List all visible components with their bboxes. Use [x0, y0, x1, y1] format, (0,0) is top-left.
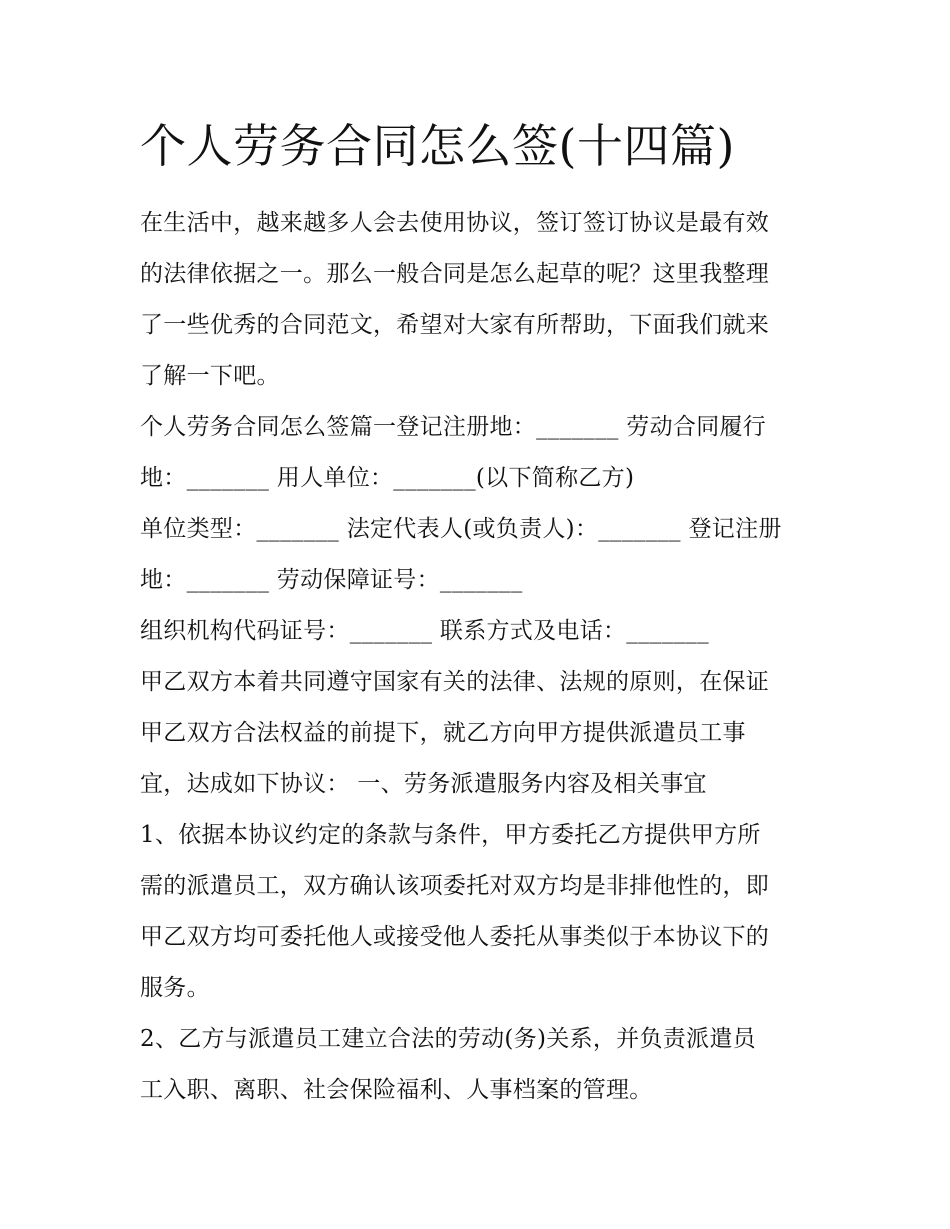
paragraph-line: 服务。: [140, 975, 210, 1001]
paragraph-line: 甲乙双方合法权益的前提下，就乙方向甲方提供派遣员工事: [140, 720, 746, 746]
paragraph-line: 1、依据本协议约定的条款与条件，甲方委托乙方提供甲方所: [140, 822, 761, 848]
paragraph-line: 在生活中，越来越多人会去使用协议，签订签订协议是最有效: [140, 210, 770, 236]
paragraph-line: 2、乙方与派遣员工建立合法的劳动(务)关系，并负责派遣员: [140, 1026, 756, 1052]
paragraph-line: 单位类型：_______ 法定代表人(或负责人)：_______ 登记注册: [140, 516, 782, 542]
paragraph-line: 工入职、离职、社会保险福利、人事档案的管理。: [140, 1077, 653, 1103]
paragraph-line: 宜，达成如下协议： 一、劳务派遣服务内容及相关事宜: [140, 771, 707, 797]
paragraph-line: 了一些优秀的合同范文，希望对大家有所帮助，下面我们就来: [140, 312, 770, 338]
paragraph-line: 个人劳务合同怎么签篇一登记注册地：_______ 劳动合同履行: [140, 414, 767, 440]
paragraph-line: 地：_______ 用人单位：_______(以下简称乙方): [140, 465, 635, 491]
paragraph-line: 的法律依据之一。那么一般合同是怎么起草的呢？这里我整理: [140, 261, 770, 287]
paragraph-line: 组织机构代码证号：_______ 联系方式及电话：_______: [140, 618, 709, 644]
paragraph-line: 甲乙双方均可委托他人或接受他人委托从事类似于本协议下的: [140, 924, 770, 950]
paragraph-line: 地：_______ 劳动保障证号：_______: [140, 567, 523, 593]
paragraph-line: 需的派遣员工，双方确认该项委托对双方均是非排他性的，即: [140, 873, 770, 899]
document-title: 个人劳务合同怎么签(十四篇): [140, 119, 735, 173]
paragraph-line: 甲乙双方本着共同遵守国家有关的法律、法规的原则，在保证: [140, 669, 770, 695]
document-body: [140, 198, 820, 1116]
paragraph-line: 了解一下吧。: [140, 363, 280, 389]
